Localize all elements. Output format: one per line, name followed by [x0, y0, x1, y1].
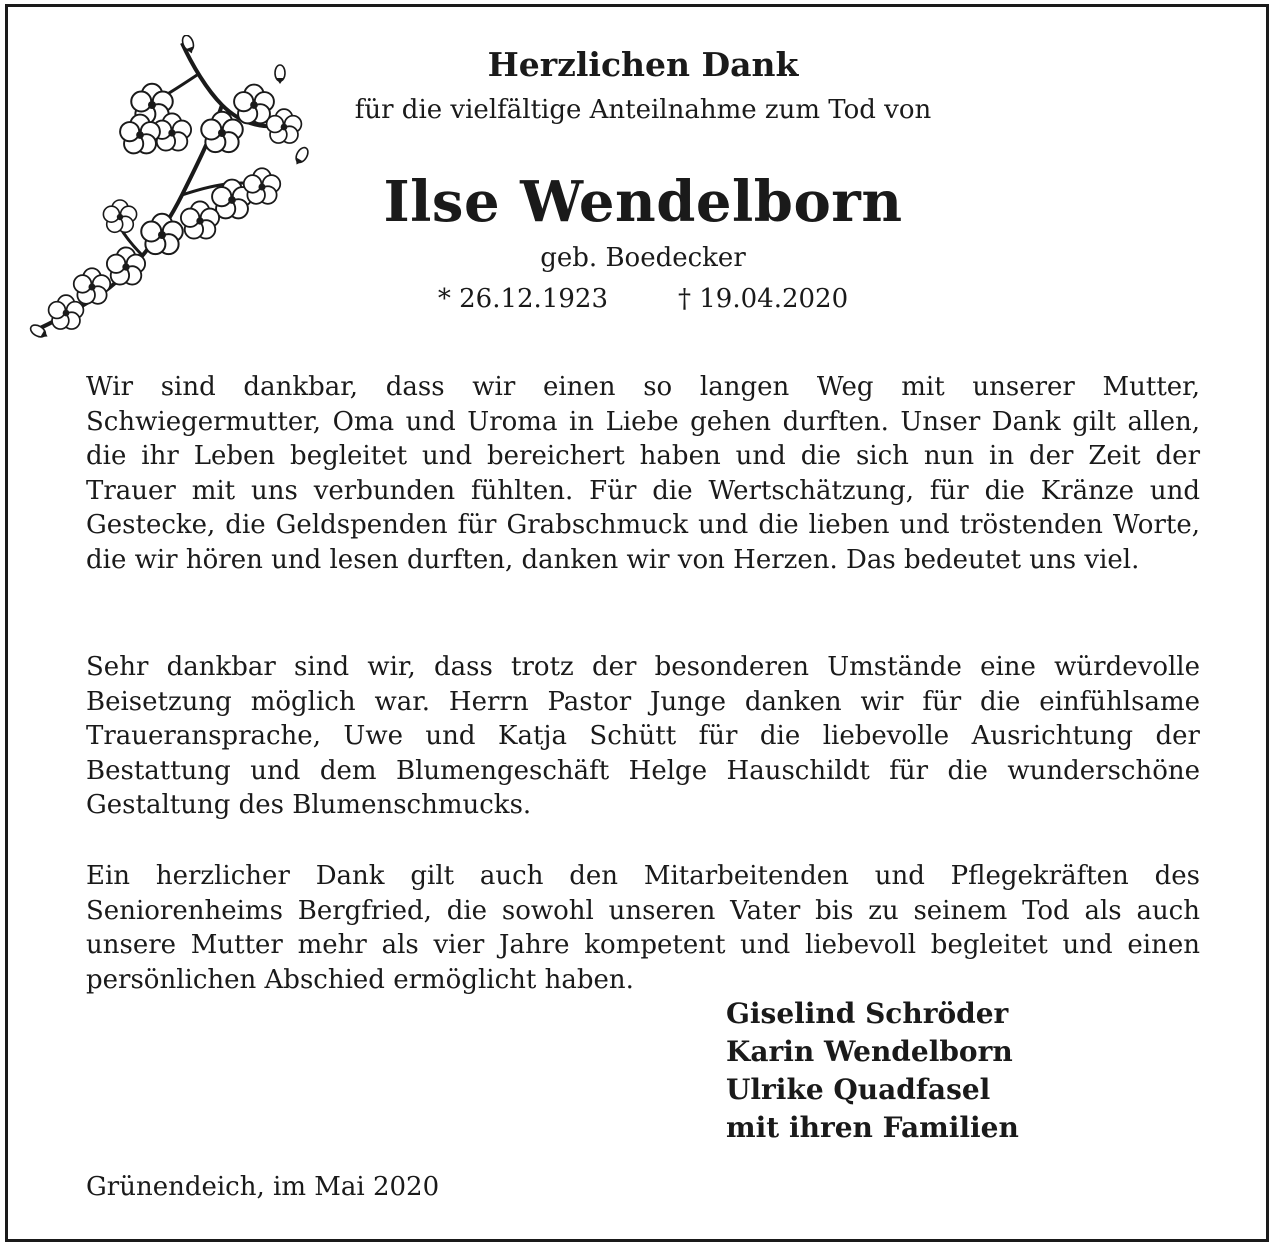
deceased-name: Ilse Wendelborn [383, 169, 903, 235]
notice-intro: für die vielfältige Anteilnahme zum Tod von [354, 95, 932, 125]
life-dates [8, 284, 1278, 314]
signer: Karin Wendelborn [726, 1035, 1013, 1068]
birth-date: * 26.12.1923 [437, 284, 608, 314]
notice-heading: Herzlichen Dank [487, 45, 799, 84]
paragraph-gratitude: Wir sind dankbar, dass wir einen so langen Weg mit unserer Mutter, Schwiegermutter, Oma und Uroma in Liebe gehen durften. Unser Dank gilt allen, die ihr Leben begleitet und bereichert haben und die sich nun in der Zeit der Trauer mit uns verbunden fühlten. Für die Wertschätzung, für die Kränze und Gestecke, die Geldspenden für Grabschmuck und die lieben und tröstenden Worte, die wir hören und lesen durften, danken wir von Herzen. Das bedeutet uns viel. [86, 372, 1200, 575]
place-and-date: Grünendeich, im Mai 2020 [86, 1172, 440, 1202]
maiden-name: geb. Boedecker [540, 243, 746, 273]
signer: Giselind Schröder [726, 997, 1009, 1030]
paragraph-care-home: Ein herzlicher Dank gilt auch den Mitarbeitenden und Pflegekräften des Seniorenheims Bergfried, die sowohl unseren Vater bis zu seinem Tod als auch unsere Mutter mehr als vier Jahre kompetent und liebevoll begleitet und einen persönlichen Abschied ermöglicht haben. [86, 861, 1200, 995]
thank-you-notice [5, 4, 1269, 1242]
paragraph-funeral: Sehr dankbar sind wir, dass trotz der besonderen Umstände eine würdevolle Beisetzung möglich war. Herrn Pastor Junge danken wir für die einfühlsame Traueransprache, Uwe und Katja Schütt für die liebevolle Ausrichtung der Bestattung und dem Blumengeschäft Helge Hauschildt für die wunderschöne Gestaltung des Blumenschmucks. [86, 652, 1200, 820]
signer: mit ihren Familien [726, 1111, 1019, 1144]
death-date: † 19.04.2020 [678, 284, 849, 314]
signers-list [726, 995, 1019, 1147]
signer: Ulrike Quadfasel [726, 1073, 991, 1106]
